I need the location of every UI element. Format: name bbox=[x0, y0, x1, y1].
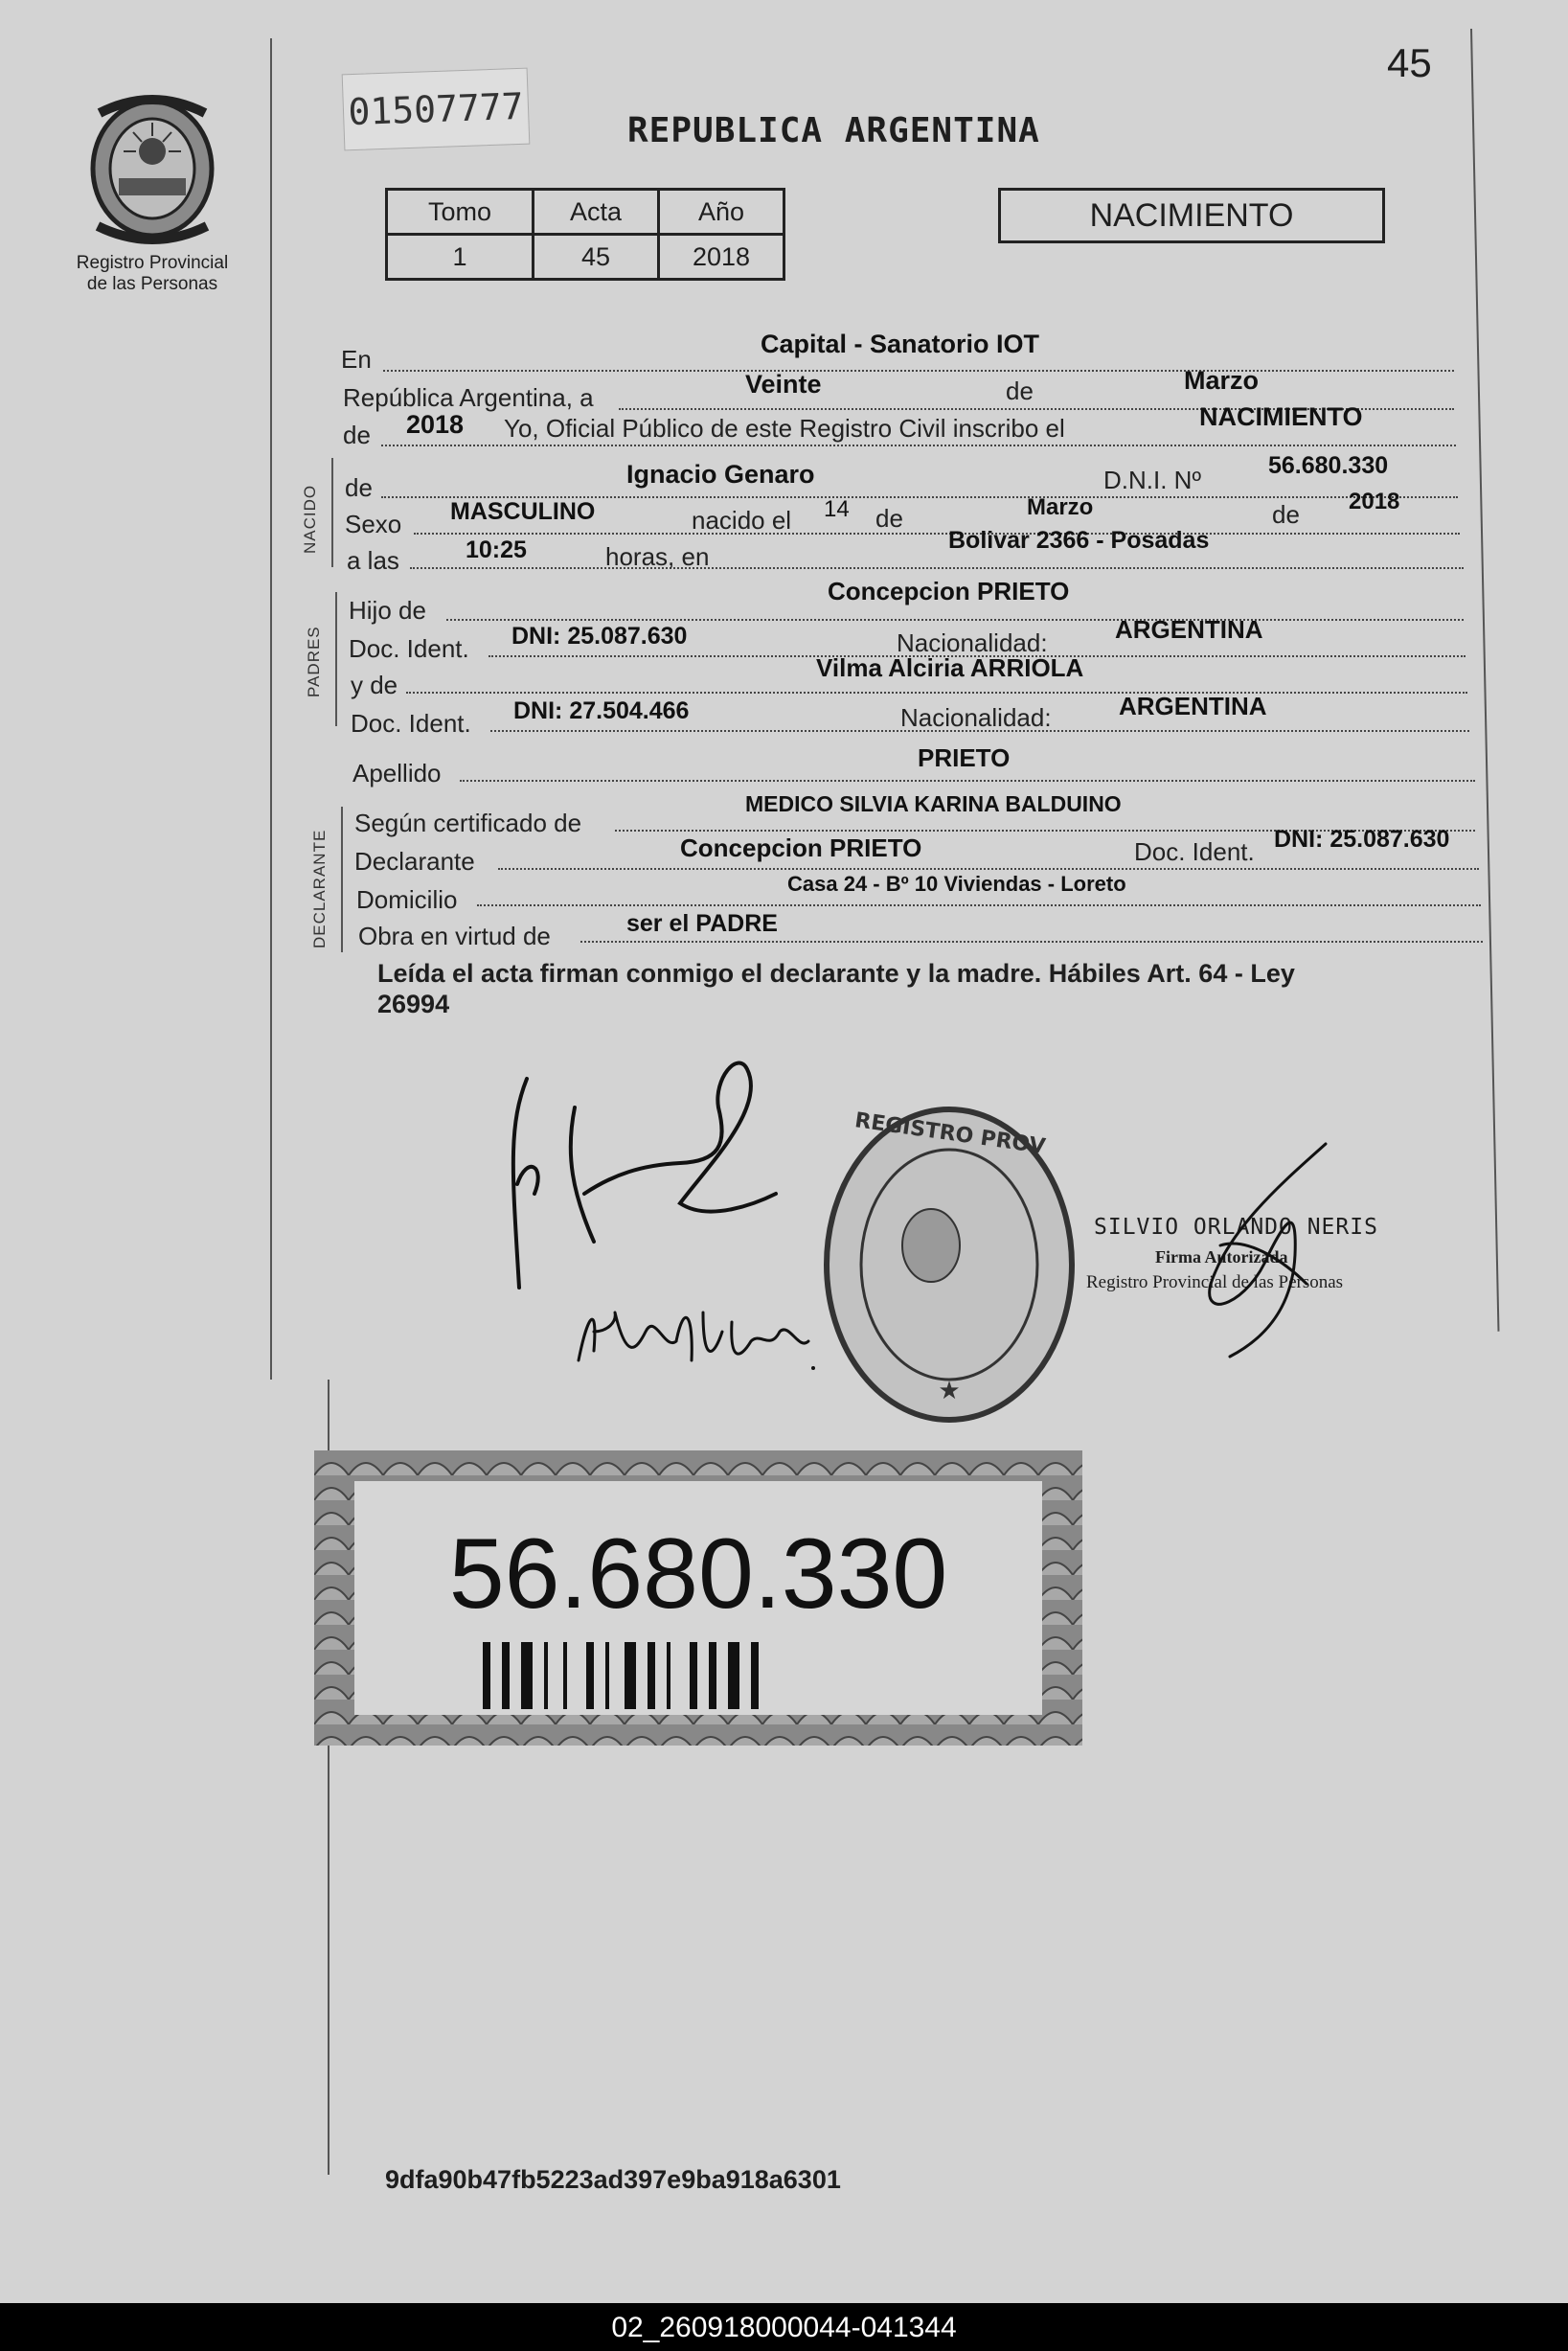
registry-name-line1: Registro Provincial bbox=[76, 253, 229, 273]
barcode-label bbox=[314, 1450, 1082, 1746]
dots bbox=[383, 370, 1454, 372]
official-title: Firma Autorizada bbox=[1155, 1247, 1288, 1267]
label-apellido: Apellido bbox=[352, 759, 442, 787]
label-declarante: Declarante bbox=[354, 847, 475, 876]
label-sexo: Sexo bbox=[345, 510, 402, 538]
value-padre: Concepcion PRIETO bbox=[828, 577, 1070, 605]
label-segun-cert: Según certificado de bbox=[354, 809, 582, 837]
value-lugar-nac: Bolivar 2366 - Posadas bbox=[948, 527, 1210, 554]
header-anio: Año bbox=[659, 190, 784, 235]
dots bbox=[460, 780, 1475, 782]
value-lugar: Capital - Sanatorio IOT bbox=[761, 330, 1040, 358]
dots bbox=[381, 445, 1456, 446]
dots bbox=[406, 692, 1467, 694]
label-doc-ident-madre: Doc. Ident. bbox=[351, 709, 471, 738]
declarante-rule bbox=[341, 807, 343, 952]
value-madre: Vilma Alciria ARRIOLA bbox=[816, 653, 1084, 682]
value-acta: 45 bbox=[534, 235, 659, 280]
value-declarante-dni: DNI: 25.087.630 bbox=[1274, 826, 1450, 853]
label-hijo-de: Hijo de bbox=[349, 596, 426, 625]
value-domicilio: Casa 24 - Bº 10 Viviendas - Loreto bbox=[787, 872, 1126, 896]
label-dni: D.N.I. Nº bbox=[1103, 466, 1201, 494]
dots bbox=[410, 567, 1464, 569]
value-madre-dni: DNI: 27.504.466 bbox=[513, 697, 690, 724]
closing-text bbox=[377, 958, 1479, 1019]
registry-stamp-icon bbox=[820, 1102, 1079, 1427]
value-declarante: Concepcion PRIETO bbox=[680, 833, 922, 862]
svg-text:★: ★ bbox=[938, 1376, 961, 1404]
dots bbox=[580, 941, 1483, 943]
page-number: 45 bbox=[1387, 40, 1432, 85]
footer-id: 02_260918000044-041344 bbox=[611, 2312, 957, 2343]
control-number: 01507777 bbox=[342, 68, 531, 151]
misiones-seal-icon bbox=[80, 94, 224, 245]
value-nac-dia: 14 bbox=[824, 496, 850, 522]
registry-name-line2: de las Personas bbox=[86, 274, 218, 294]
label-republica: República Argentina, a bbox=[343, 383, 594, 412]
value-hora: 10:25 bbox=[466, 536, 527, 563]
registry-name bbox=[48, 253, 257, 295]
dots bbox=[446, 619, 1464, 621]
padres-rule bbox=[335, 592, 337, 726]
act-type-box: NACIMIENTO bbox=[998, 188, 1385, 243]
official-signature-icon bbox=[1192, 1140, 1335, 1360]
value-madre-nac: ARGENTINA bbox=[1119, 692, 1267, 720]
barcode-number: 56.680.330 bbox=[448, 1518, 948, 1630]
label-de-name: de bbox=[345, 473, 373, 502]
value-padre-nac: ARGENTINA bbox=[1115, 615, 1263, 644]
header-tomo: Tomo bbox=[387, 190, 534, 235]
section-nacido: NACIDO bbox=[301, 484, 319, 554]
dots bbox=[477, 904, 1481, 906]
label-doc-ident-padre: Doc. Ident. bbox=[349, 634, 469, 663]
value-dni: 56.680.330 bbox=[1268, 452, 1389, 479]
value-mes: Marzo bbox=[1184, 366, 1260, 395]
value-sexo: MASCULINO bbox=[450, 498, 596, 525]
value-obra: ser el PADRE bbox=[626, 910, 778, 937]
label-obra: Obra en virtud de bbox=[358, 922, 551, 950]
label-horas-en: horas, en bbox=[605, 542, 710, 571]
record-table bbox=[385, 188, 785, 281]
value-dia: Veinte bbox=[745, 370, 822, 399]
closing-line1: Leída el acta firman conmigo el declarante y la madre. Hábiles Art. 64 - Ley bbox=[377, 959, 1295, 988]
value-nac-anio: 2018 bbox=[1349, 489, 1400, 514]
label-de-y: de bbox=[1272, 500, 1300, 529]
value-tomo: 1 bbox=[387, 235, 534, 280]
official-office: Registro Provincial de las Personas bbox=[1086, 1272, 1344, 1292]
value-padre-dni: DNI: 25.087.630 bbox=[511, 623, 688, 650]
value-apellido: PRIETO bbox=[918, 743, 1011, 772]
barcode-icon bbox=[483, 1642, 923, 1709]
svg-text:REGISTRO PROV: REGISTRO PROV bbox=[852, 1108, 1047, 1159]
header-acta: Acta bbox=[534, 190, 659, 235]
value-nac-mes: Marzo bbox=[1027, 494, 1094, 520]
section-declarante: DECLARANTE bbox=[310, 829, 329, 948]
label-domicilio: Domicilio bbox=[356, 885, 458, 914]
label-nacionalidad-padre: Nacionalidad: bbox=[897, 628, 1048, 657]
label-nacido-el: nacido el bbox=[692, 506, 792, 535]
declarant-signature-icon bbox=[489, 1050, 852, 1299]
dots bbox=[498, 868, 1479, 870]
value-nombre: Ignacio Genaro bbox=[626, 460, 815, 489]
value-tipo: NACIMIENTO bbox=[1199, 402, 1363, 431]
value-certificado: MEDICO SILVIA KARINA BALDUINO bbox=[745, 791, 1122, 816]
document-title: REPUBLICA ARGENTINA bbox=[627, 111, 1040, 150]
closing-line2: 26994 bbox=[377, 990, 450, 1018]
label-de-month: de bbox=[1006, 377, 1034, 405]
label-en: En bbox=[341, 345, 372, 374]
right-rule bbox=[1470, 29, 1499, 1332]
footer-bar bbox=[0, 2303, 1568, 2351]
official-name: SILVIO ORLANDO NERIS bbox=[1094, 1215, 1378, 1240]
section-padres: PADRES bbox=[305, 626, 323, 697]
label-yo: Yo, Oficial Público de este Registro Civil inscribo el bbox=[504, 414, 1065, 443]
value-anio: 2018 bbox=[406, 410, 465, 439]
label-y-de: y de bbox=[351, 671, 398, 699]
barcode-panel bbox=[354, 1481, 1042, 1715]
label-doc-ident-declarante: Doc. Ident. bbox=[1134, 837, 1255, 866]
margin-rule bbox=[270, 38, 272, 1380]
label-nacionalidad-madre: Nacionalidad: bbox=[900, 703, 1052, 732]
document-hash: 9dfa90b47fb5223ad397e9ba918a6301 bbox=[385, 2165, 841, 2194]
label-a-las: a las bbox=[347, 546, 399, 575]
label-de-m: de bbox=[875, 504, 903, 533]
value-anio: 2018 bbox=[659, 235, 784, 280]
dots bbox=[414, 533, 1460, 535]
label-de-year: de bbox=[343, 421, 371, 449]
mother-signature-icon bbox=[569, 1293, 828, 1380]
nacido-rule bbox=[331, 458, 333, 567]
